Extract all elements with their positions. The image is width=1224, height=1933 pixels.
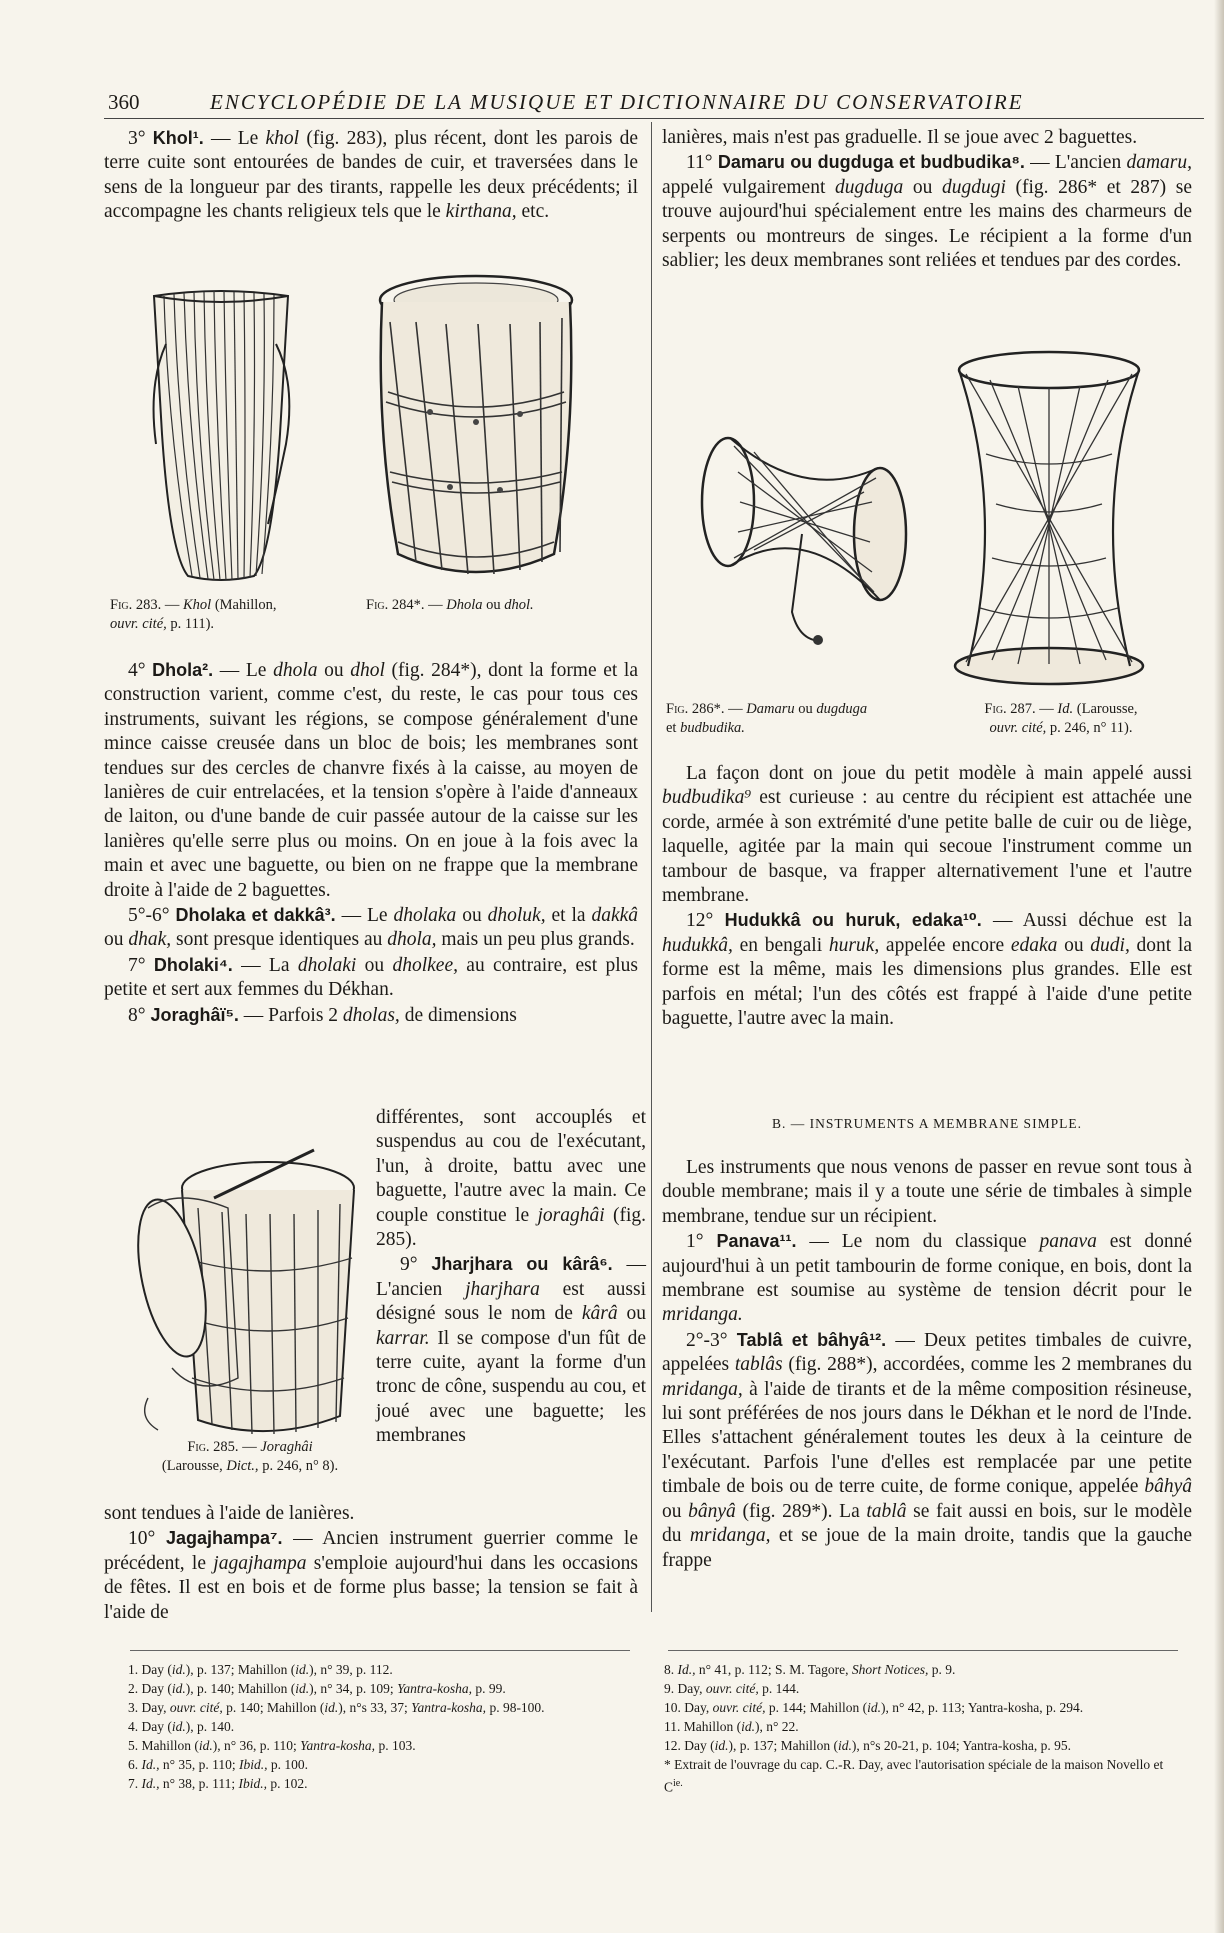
- joraghai-drums-illustration: [118, 1148, 364, 1440]
- column-divider: [651, 122, 652, 1612]
- footnote-item: 3. Day, ouvr. cité, p. 140; Mahillon (id.), n°s 33, 37; Yantra-kosha, p. 98-100.: [128, 1700, 545, 1715]
- damaru-hourglass-illustration: [946, 344, 1152, 694]
- fig287-caption: Fig. 287. — Id. (Larousse, ouvr. cité, p. 246, n° 11).: [984, 701, 1138, 736]
- running-head: [104, 88, 1204, 119]
- footnote-item: 10. Day, ouvr. cité, p. 144; Mahillon (id.), n° 42, p. 113; Yantra-kosha, p. 294.: [664, 1700, 1084, 1715]
- footnote-item: 5. Mahillon (id.), n° 36, p. 110; Yantra-kosha, p. 103.: [128, 1738, 416, 1753]
- footnote-item: 6. Id., n° 35, p. 110; Ibid., p. 100.: [128, 1757, 309, 1772]
- section-heading: B. — INSTRUMENTS A MEMBRANE SIMPLE.: [772, 1116, 1082, 1131]
- footnotes-left: [128, 1660, 638, 1793]
- footnote-item: 11. Mahillon (id.), n° 22.: [664, 1719, 799, 1734]
- fig284-caption: Fig. 284*. — Dhola ou dhol.: [366, 597, 534, 613]
- left-paragraphs-dhola: 4° Dhola². — Le dhola ou dhol (fig. 284*), dont la forme et la construction varient, comme c'est, du reste, le cas pour tous ces instruments, suivant les régions, se compose généralement d'une mince caisse creusée dans un bloc de bois; les membranes sont tendues sur des cercles de chanvre fixés à la caisse, au moyen de lanières de cuir entrelacées, et la tension s'opère à l'aide d'anneaux de laiton, ou d'une bande de cuir passée autour de la caisse sur les lanières qu'elle serre plus ou moins. On en joue à la fois avec la main et avec une baguette, ou bien on ne frappe que la membrane droite à l'aide de 2 baguettes. 5°-6° Dholaka et dakkâ³. — Le dholaka ou dholuk, et la dakkâ ou dhak, sont presque identiques au dhola, mais un peu plus grands. 7° Dholaki⁴. — La dholaki ou dholkee, au contraire, est plus petite et sert aux femmes du Dékhan. 8° Joraghâï⁵. — Parfois 2 dholas, de dimensions: [104, 660, 639, 1026]
- footnote-item: 12. Day (id.), p. 137; Mahillon (id.), n°s 20-21, p. 104; Yantra-kosha, p. 95.: [664, 1738, 1072, 1753]
- footnote-rule-left: [130, 1650, 630, 1651]
- right-paragraphs-simple-membrane: Les instruments que nous venons de passer en revue sont tous à double membrane; mais il y a toute une série de timbales à simple membrane, tendue sur un récipient. 1° Panava¹¹. — Le nom du classique panava est donné aujourd'hui à un petit tambourin de forme conique, en bois, dont la membrane est soumise au système de tension décrit pour le mridanga. 2°-3° Tablâ et bâhyâ¹². — Deux petites timbales de cuivre, appelées tablâs (fig. 288*), accordées, comme les 2 membranes du mridanga, à l'aide de tirants et de la même composition résineuse, lui sont préférées de nos jours dans le Dékhan et le nord de l'Inde. Elles s'attachent généralement toutes les deux à la ceinture de l'exécutant. Parfois l'une d'elles est remplacée par une petite timbale de bois ou de terre cuite, de forme conique, appelée bâhyâ ou bânyâ (fig. 289*). La tablâ se fait aussi en bois, sur le modèle du mridanga, et se joue de la main droite, tandis que la gauche frappe: [662, 1157, 1193, 1571]
- left-paragraph-jagajhampa: sont tendues à l'aide de lanières. 10° Jagajhampa⁷. — Ancien instrument guerrier comme le précédent, le jagajhampa s'emploie aujourd'hui dans les occasions de fêtes. Il est en bois et de forme plus basse; la tension se fait à l'aide de: [104, 1503, 638, 1623]
- footnote-item: 4. Day (id.), p. 140.: [128, 1719, 235, 1734]
- footnote-item: 7. Id., n° 38, p. 111; Ibid., p. 102.: [128, 1776, 308, 1791]
- footnote-rule-right: [668, 1650, 1178, 1651]
- footnote-item: * Extrait de l'ouvrage du cap. C.-R. Day, avec l'autorisation spéciale de la maison Novello et $C^{ie.}$: [664, 1757, 1164, 1795]
- footnote-item: 8. Id., n° 41, p. 112; S. M. Tagore, Short Notices, p. 9.: [664, 1662, 956, 1677]
- page-edge: [1214, 0, 1224, 1933]
- right-paragraphs-budbudika: La façon dont on joue du petit modèle à main appelé aussi budbudika⁹ est curieuse : au centre du récipient est attachée une corde, armée à son extrémité d'une petite balle de cuir ou de liège, laquelle, agitée par la main qui secoue l'instrument comme un tambour de basque, va frapper alternativement l'une et l'autre membrane. 12° Hudukkâ ou huruk, edaka¹⁰. — Aussi déchue est la hudukkâ, en bengali huruk, appelée encore edaka ou dudi, dont la forme est la même, mais les dimensions plus grandes. Elle est parfois en métal; l'un des côtés est frappé à l'aide d'une petite baguette, l'autre avec la main.: [662, 763, 1192, 1030]
- left-paragraph-khol: 3° Khol¹. — Le khol (fig. 283), plus récent, dont les parois de terre cuite sont entourées de bandes de cuir, et traversées dans le sens de la longueur par des tirants, rappelle les deux précédents; il accompagne les chants religieux tels que le kirthana, etc.: [104, 128, 638, 223]
- footnote-item: 2. Day (id.), p. 140; Mahillon (id.), n° 34, p. 109; Yantra-kosha, p. 99.: [128, 1681, 506, 1696]
- fig285-caption: Fig. 285. — Joraghâi (Larousse, Dict., p. 246, n° 8).: [161, 1439, 339, 1474]
- fig283-caption: Fig. 283. — Khol (Mahillon, ouvr. cité, p. 111).: [110, 597, 277, 632]
- damaru-drum-illustration: [694, 422, 916, 648]
- footnote-item: 1. Day (id.), p. 137; Mahillon (id.), n° 39, p. 112.: [128, 1662, 393, 1677]
- footnote-item: 9. Day, ouvr. cité, p. 144.: [664, 1681, 800, 1696]
- running-title: ENCYCLOPÉDIE DE LA MUSIQUE ET DICTIONNAIRE DU CONSERVATOIRE: [210, 90, 1024, 114]
- page-number: 360: [108, 90, 140, 114]
- khol-drum-illustration: [146, 284, 296, 586]
- fig286-caption: Fig. 286*. — Damaru ou dugduga et budbudika.: [666, 701, 868, 736]
- dhola-drum-illustration: [370, 272, 582, 592]
- right-paragraph-damaru: lanières, mais n'est pas graduelle. Il se joue avec 2 baguettes. 11° Damaru ou dugduga et budbudika⁸. — L'ancien damaru, appelé vulgairement dugduga ou dugdugi (fig. 286* et 287) se trouve aujourd'hui spécialement entre les mains des charmeurs de serpents ou montreurs de singes. Le récipient a la forme d'un sablier; les deux membranes sont reliées et tendues par des cordes.: [662, 127, 1193, 272]
- left-wrap-text: différentes, sont accouplés et suspendus au cou de l'exécutant, l'un, à droite, battu avec une baguette, l'autre avec la main. Ce couple constitue le joraghâi (fig. 285). 9° Jharjhara ou kârâ⁶. — L'ancien jharjhara est aussi désigné sous le nom de kârâ ou karrar. Il se compose d'un fût de terre cuite, ayant la forme d'un tronc de cône, suspendu au cou, et joué avec une baguette; les membranes: [376, 1107, 647, 1447]
- footnotes-right: [664, 1660, 1176, 1797]
